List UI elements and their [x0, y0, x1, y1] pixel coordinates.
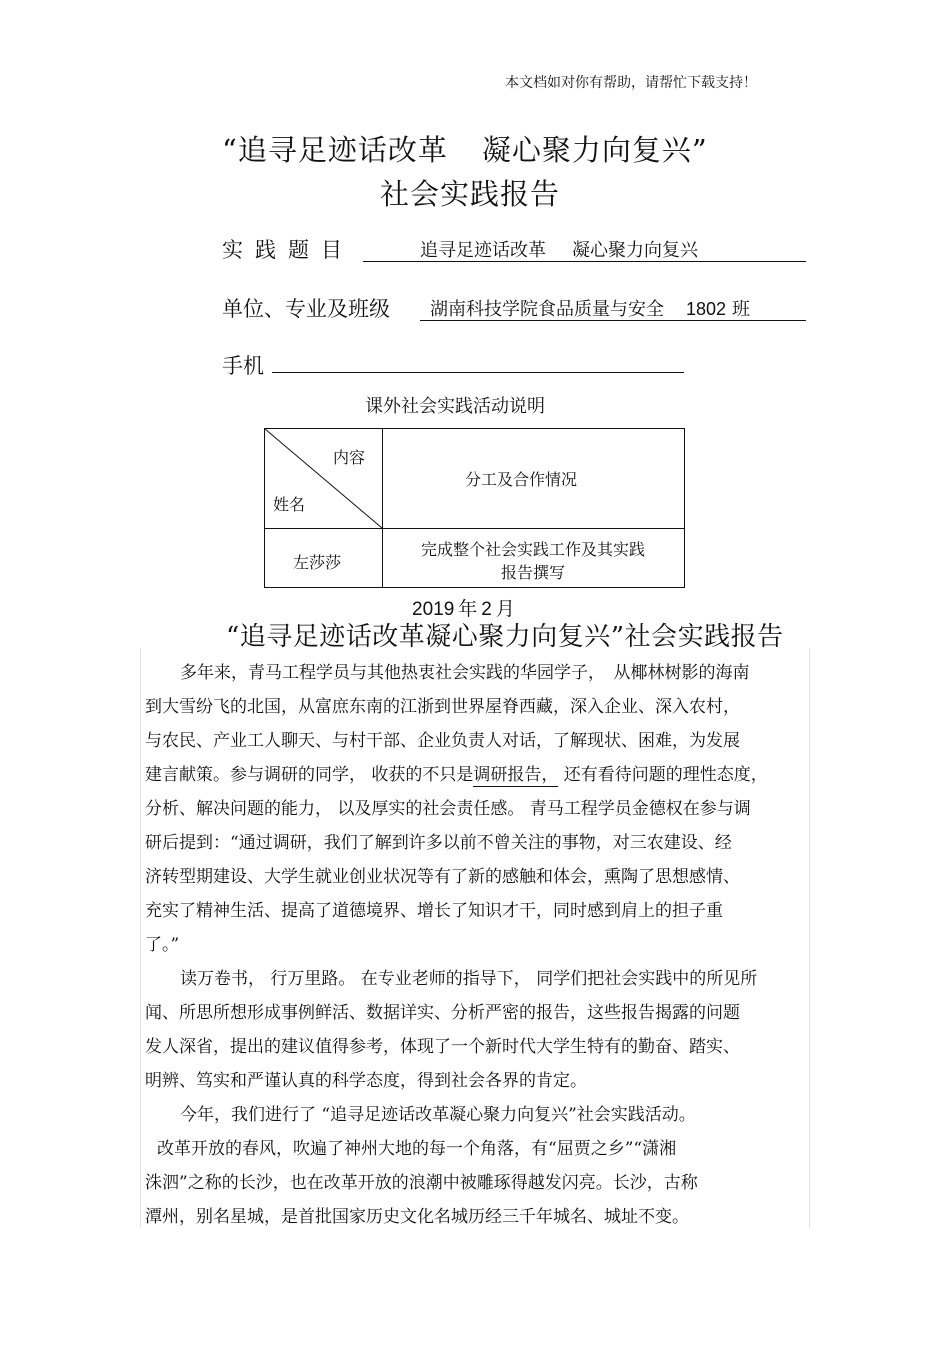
p1-line-7: 济转型期建设、大学生就业创业状况等有了新的感触和体会，熏陶了思想感情、: [145, 867, 740, 887]
p3-line-3: 洙泗”之称的长沙，也在改革开放的浪潮中被雕琢得越发闪亮。长沙，古称: [145, 1173, 698, 1193]
p2-line-4: 明辨、笃实和严谨认真的科学态度，得到社会各界的肯定。: [145, 1071, 587, 1091]
report-title: “追寻足迹话改革凝心聚力向复兴”社会实践报告: [226, 622, 784, 652]
phone-underline: [272, 372, 684, 373]
p1-line-8: 充实了精神生活、提高了道德境界、增长了知识才干，同时感到肩上的担子重: [145, 901, 723, 921]
p3-line-1: 今年，我们进行了 “追寻足迹话改革凝心聚力向复兴”社会实践活动。: [180, 1105, 696, 1125]
cover-title-line2: 社会实践报告: [380, 177, 561, 211]
unit-value-class-suffix: 班: [732, 299, 751, 320]
table-cell-name: 左莎莎: [293, 553, 342, 572]
cover-title-part-a: “追寻足迹话改革: [222, 133, 448, 167]
p1-line-4: [145, 760, 768, 785]
topic-label: 实践题目: [222, 238, 354, 262]
date-month: 2: [481, 599, 492, 620]
topic-value-a: 追寻足迹话改革: [420, 240, 546, 261]
p1-line-1: 多年来，青马工程学员与其他热衷社会实践的华园学子， 从椰林树影的海南: [180, 663, 750, 683]
p1-line-4-a: 建言献策。参与调研的同学， 收获的不只是: [145, 765, 474, 785]
table-column-divider: [382, 429, 383, 587]
date-year-unit: 年: [458, 598, 478, 620]
p1-line-2: 到大雪纷飞的北国，从富庶东南的江浙到世界屋脊西藏，深入企业、深入农村，: [145, 697, 740, 717]
table-row-divider: [265, 528, 684, 529]
unit-value-class-number: 1802: [686, 299, 727, 319]
p1-line-3: 与农民、产业工人聊天、与村干部、企业负责人对话，了解现状、困难，为发展: [145, 731, 740, 751]
header-note: 本文档如对你有帮助，请帮忙下载支持！: [505, 75, 757, 91]
p3-line-4: 潭州，别名星城，是首批国家历史文化名城历经三千年城名、城址不变。: [145, 1207, 689, 1227]
date-month-unit: 月: [495, 598, 515, 620]
diag-header-name: 姓名: [273, 495, 306, 514]
p2-line-3: 发人深省，提出的建议值得参考，体现了一个新时代大学生特有的勤奋、踏实、: [145, 1037, 740, 1057]
table-caption: 课外社会实践活动说明: [365, 396, 545, 417]
unit-value: [430, 295, 750, 321]
table-cell-task: [398, 538, 668, 584]
p3-line-2: 改革开放的春风，吹遍了神州大地的每一个角落，有“屈贾之乡”“潇湘: [157, 1139, 677, 1159]
activity-table: [264, 428, 685, 588]
unit-value-school: 湖南科技学院食品质量与安全: [430, 299, 664, 320]
phone-label: 手机: [222, 354, 264, 378]
date-year: 2019: [412, 599, 455, 620]
p1-line-4-b: 还有看待问题的理性态度，: [558, 765, 768, 785]
p1-line-9: 了。”: [145, 935, 180, 955]
p2-line-1: 读万卷书， 行万里路。 在专业老师的指导下， 同学们把社会实践中的所见所: [180, 969, 758, 989]
task-line-1: 完成整个社会实践工作及其实践: [420, 540, 645, 559]
column-header-task: 分工及合作情况: [465, 470, 578, 489]
topic-value-b: 凝心聚力向复兴: [572, 240, 698, 261]
cover-title-part-b: 凝心聚力向复兴”: [481, 133, 708, 167]
p1-line-4-underlined: 调研报告，: [473, 765, 559, 785]
p1-line-5: 分析、解决问题的能力， 以及厚实的社会责任感。 青马工程学员金德权在参与调: [145, 799, 751, 819]
cover-title-line1: [222, 128, 708, 169]
p1-line-6: 研后提到：“通过调研，我们了解到许多以前不曾关注的事物，对三农建设、经: [145, 833, 732, 853]
p2-line-2: 闻、所思所想形成事例鲜活、数据详实、分析严密的报告，这些报告揭露的问题: [145, 1003, 740, 1023]
diag-header-content: 内容: [333, 448, 366, 467]
task-line-2: 报告撰写: [500, 563, 565, 582]
unit-label: 单位、专业及班级: [222, 297, 390, 321]
topic-value: [420, 236, 698, 262]
